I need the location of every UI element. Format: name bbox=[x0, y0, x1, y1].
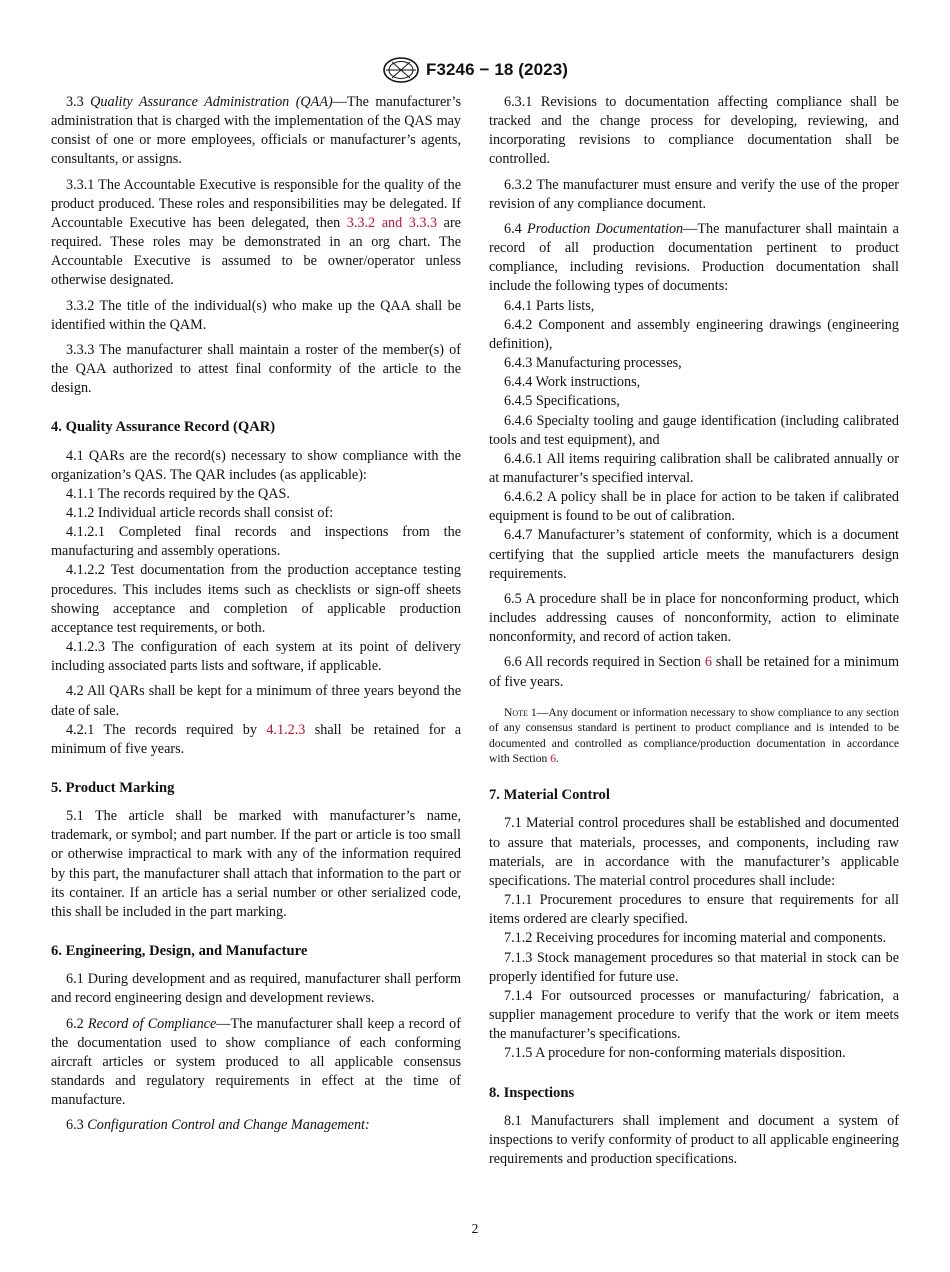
para-6-4-5: 6.4.5 Specifications, bbox=[504, 393, 620, 410]
para-4-1-1: 4.1.1 The records required by the QAS. bbox=[66, 485, 290, 502]
para-8-1: 8.1 Manufacturers shall implement and document a system of inspections to verify conformity of product to all applicable engineering requirements and production specifications. bbox=[489, 1112, 899, 1167]
para-6-4-7: 6.4.7 Manufacturer’s statement of conformity, which is a document certifying that the supplied article meets the manufacturers design requirements. bbox=[489, 527, 899, 582]
para-6-4-3: 6.4.3 Manufacturing processes, bbox=[504, 355, 682, 372]
para-4-1-2: 4.1.2 Individual article records shall consist of: bbox=[66, 504, 334, 521]
para-6-6: 6.6 All records required in Section 6 shall be retained for a minimum of five years. bbox=[489, 654, 899, 690]
para-7-1-5: 7.1.5 A procedure for non-conforming materials disposition. bbox=[504, 1045, 846, 1062]
heading-section-7: 7. Material Control bbox=[489, 787, 610, 804]
para-4-2: 4.2 All QARs shall be kept for a minimum of three years beyond the date of sale. bbox=[51, 683, 461, 719]
para-7-1-2: 7.1.2 Receiving procedures for incoming material and components. bbox=[504, 930, 887, 947]
left-column bbox=[51, 93, 461, 1136]
para-5-1: 5.1 The article shall be marked with manufacturer’s name, trademark, or symbol; and part number. If the part or article is too small or otherwise impractical to mark with any of the information required by this part, the manufacturer shall attach that information to the part or its container. If an article has a serial number or other serialized code, this shall be included in the part marking. bbox=[51, 808, 461, 920]
para-6-4-2: 6.4.2 Component and assembly engineering drawings (engineering definition), bbox=[489, 316, 899, 352]
para-6-3-1: 6.3.1 Revisions to documentation affecting compliance shall be tracked and the change process for developing, reviewing, and incorporating revisions to compliance documentation shall be controlled. bbox=[489, 94, 899, 168]
para-7-1-3: 7.1.3 Stock management procedures so that material in stock can be properly identified for future use. bbox=[489, 949, 899, 985]
ref-link-4-1-2-3[interactable]: 4.1.2.3 bbox=[266, 721, 306, 738]
para-6-2: 6.2 Record of Compliance—The manufacturer shall keep a record of the documentation used to show compliance of each conforming aircraft articles or system produced to all applicable consensus standards and regulatory requirements in effect at the time of manufacture. bbox=[51, 1015, 462, 1109]
astm-logo-icon bbox=[382, 57, 420, 83]
para-3-3-2: 3.3.2 The title of the individual(s) who make up the QAA shall be identified within the QAM. bbox=[51, 297, 461, 333]
right-column bbox=[489, 93, 899, 1169]
para-4-2-1: 4.2.1 The records required by 4.1.2.3 shall be retained for a minimum of five years. bbox=[51, 721, 461, 757]
para-4-1-2-2: 4.1.2.2 Test documentation from the production acceptance testing procedures. This includes items such as checklists or sign-off sheets showing acceptance and completion of applicable production acceptance test requirements, or both. bbox=[51, 562, 461, 636]
para-3-3: 3.3 Quality Assurance Administration (QAA)—The manufacturer’s administration that is charged with the implementation of the QAS may consist of one or more employees, officials or manufacturer’s agents, consultants, or assigns. bbox=[51, 94, 462, 168]
para-6-4-4: 6.4.4 Work instructions, bbox=[504, 374, 641, 391]
document-designation: F3246 − 18 (2023) bbox=[425, 60, 569, 79]
para-6-4-1: 6.4.1 Parts lists, bbox=[504, 297, 595, 314]
para-6-3: 6.3 Configuration Control and Change Management: bbox=[66, 1117, 370, 1134]
para-7-1-1: 7.1.1 Procurement procedures to ensure that requirements for all items ordered are clearly specified. bbox=[489, 892, 899, 928]
para-3-3-3: 3.3.3 The manufacturer shall maintain a roster of the member(s) of the QAA authorized to attest final conformity of the article to the design. bbox=[51, 341, 461, 397]
heading-section-8: 8. Inspections bbox=[489, 1084, 575, 1101]
para-3-3-1: 3.3.1 The Accountable Executive is responsible for the quality of the product produced. These roles and responsibilities may be delegated. If Accountable Executive has been delegated, then 3.3.2 and 3.3.3 are required. These roles may be demonstrated in an org chart. The Accountable Executive is assumed to be owner/operator unless otherwise designated. bbox=[51, 176, 461, 289]
para-6-4-6: 6.4.6 Specialty tooling and gauge identification (including calibrated tools and test equipment), and bbox=[489, 412, 899, 448]
page-header bbox=[0, 57, 950, 83]
note-1: Note 1—Any document or information necessary to show compliance to any section of any consensus standard is pertinent to product compliance and is intended to be documented and controlled as compliance/production documentation in accordance with Section 6. bbox=[489, 705, 900, 765]
para-6-1: 6.1 During development and as required, manufacturer shall perform and record engineering design and development reviews. bbox=[51, 971, 461, 1007]
para-6-4: 6.4 Production Documentation—The manufacturer shall maintain a record of all production documentation pertinent to product compliance, including revisions. Production documentation shall include the following types of documents: bbox=[489, 220, 899, 295]
heading-section-4: 4. Quality Assurance Record (QAR) bbox=[51, 419, 276, 436]
ref-link-3-3-2[interactable]: 3.3.2 and 3.3.3 bbox=[346, 214, 438, 231]
para-7-1-4: 7.1.4 For outsourced processes or manufacturing/ fabrication, a supplier management procedure to verify that the work or item meets the manufacturer’s specifications. bbox=[489, 987, 899, 1043]
para-6-4-6-2: 6.4.6.2 A policy shall be in place for action to be taken if calibrated equipment is found to be out of calibration. bbox=[489, 489, 899, 525]
para-6-3-2: 6.3.2 The manufacturer must ensure and verify the use of the proper revision of any compliance document. bbox=[489, 176, 899, 212]
para-6-4-6-1: 6.4.6.1 All items requiring calibration shall be calibrated annually or at manufacturer’s specified interval. bbox=[489, 450, 899, 486]
para-6-5: 6.5 A procedure shall be in place for nonconforming product, which includes addressing causes of nonconformity, action to eliminate nonconformity, and record of action taken. bbox=[489, 590, 899, 646]
heading-section-5: 5. Product Marking bbox=[51, 780, 175, 796]
heading-section-6: 6. Engineering, Design, and Manufacture bbox=[51, 943, 308, 960]
ref-link-note-section-6[interactable]: 6 bbox=[550, 751, 556, 765]
para-4-1-2-3: 4.1.2.3 The configuration of each system at its point of delivery including associated parts lists and software, if applicable. bbox=[51, 639, 461, 675]
ref-link-section-6[interactable]: 6 bbox=[704, 654, 712, 671]
page-number: 2 bbox=[471, 1221, 479, 1236]
para-4-1: 4.1 QARs are the record(s) necessary to show compliance with the organization’s QAS. The QAR includes (as applicable): bbox=[51, 447, 461, 483]
para-4-1-2-1: 4.1.2.1 Completed final records and inspections from the manufacturing and assembly operations. bbox=[51, 524, 461, 560]
para-7-1: 7.1 Material control procedures shall be established and documented to assure that materials, processes, and components, including raw materials, are in accordance with the manufacturer’s applicable specifications. The material control procedures shall include: bbox=[489, 815, 899, 889]
